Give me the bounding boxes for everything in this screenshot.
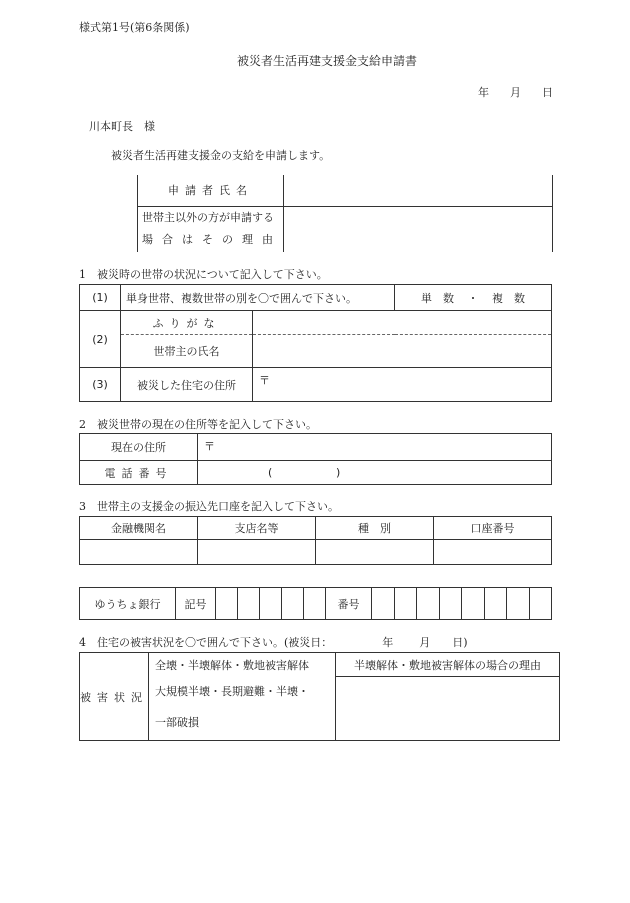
kigo-digit-box[interactable]	[260, 588, 282, 620]
damage-option-line3[interactable]: 一部破損	[155, 716, 199, 729]
damage-status-label: 被害状況	[80, 653, 149, 741]
furigana-field[interactable]	[253, 311, 552, 335]
row3-number: (3)	[80, 368, 121, 402]
postal-mark: 〒	[204, 440, 215, 453]
date-year-label: 年	[478, 86, 489, 99]
damaged-address-field[interactable]	[253, 368, 552, 402]
household-type-choice[interactable]	[395, 285, 552, 311]
request-statement: 被災者生活再建支援金の支給を申請します。	[111, 149, 331, 162]
date-month-label: 月	[510, 86, 521, 99]
bango-digit-box[interactable]	[507, 588, 530, 620]
damage-option-line1[interactable]: 全壊・半壊解体・敷地被害解体	[155, 659, 309, 672]
bank-name-field[interactable]	[80, 540, 198, 565]
branch-header: 支店名等	[198, 517, 316, 540]
furigana-label: ふりがな	[121, 311, 253, 335]
reason-label-line1: 世帯主以外の方が申請する	[142, 211, 274, 225]
bango-digit-box[interactable]	[462, 588, 485, 620]
kigo-digit-box[interactable]	[282, 588, 304, 620]
phone-label: 電話番号	[80, 461, 198, 485]
applicant-table	[137, 175, 553, 252]
row2-number: (2)	[80, 311, 121, 368]
section2-table	[79, 433, 552, 485]
reason-header: 半壊解体・敷地被害解体の場合の理由	[336, 653, 560, 677]
head-name-label: 世帯主の氏名	[121, 335, 253, 368]
row1-number: (1)	[80, 285, 121, 311]
damage-date-day: 日)	[452, 636, 468, 649]
account-type-header: 種 別	[316, 517, 434, 540]
phone-paren-open: (	[268, 466, 273, 479]
damage-reason-field[interactable]	[336, 677, 560, 741]
kigo-digit-box[interactable]	[216, 588, 238, 620]
account-number-header: 口座番号	[434, 517, 552, 540]
section1-heading: 1 被災時の世帯の状況について記入して下さい。	[79, 268, 328, 281]
choice-multiple[interactable]: 複 数	[492, 291, 525, 305]
damage-options[interactable]	[149, 653, 336, 741]
damage-date-year: 年	[382, 636, 394, 649]
bango-digit-box[interactable]	[484, 588, 507, 620]
household-type-question: 単身世帯、複数世帯の別を〇で囲んで下さい。	[121, 285, 395, 311]
section4-heading	[79, 634, 468, 650]
damage-date-month: 月	[419, 636, 431, 649]
date-day-label: 日	[542, 86, 553, 99]
account-number-field[interactable]	[434, 540, 552, 565]
applicant-name-field[interactable]	[284, 175, 553, 206]
bango-digit-box[interactable]	[372, 588, 395, 620]
branch-field[interactable]	[198, 540, 316, 565]
reason-field[interactable]	[284, 206, 553, 252]
bango-digit-box[interactable]	[417, 588, 440, 620]
kigo-digit-box[interactable]	[238, 588, 260, 620]
section1-table	[79, 284, 552, 402]
kigo-label: 記号	[176, 588, 216, 620]
section3-heading: 3 世帯主の支援金の振込先口座を記入して下さい。	[79, 500, 339, 513]
kigo-digit-box[interactable]	[304, 588, 326, 620]
bango-digit-box[interactable]	[439, 588, 462, 620]
bango-digit-box[interactable]	[529, 588, 552, 620]
page-title: 被災者生活再建支援金支給申請書	[237, 54, 418, 68]
addressee: 川本町長 様	[89, 120, 155, 133]
choice-separator: ・	[467, 291, 479, 305]
section2-heading: 2 被災世帯の現在の住所等を記入して下さい。	[79, 418, 317, 431]
damaged-address-label: 被災した住宅の住所	[121, 368, 253, 402]
bank-name-header: 金融機関名	[80, 517, 198, 540]
current-address-field[interactable]	[198, 434, 552, 461]
phone-field[interactable]	[198, 461, 552, 485]
bank-account-table	[79, 516, 552, 565]
damage-status-table	[79, 652, 560, 741]
head-name-field[interactable]	[253, 335, 552, 368]
reason-label	[138, 206, 284, 252]
section4-heading-text: 4 住宅の被害状況を〇で囲んで下さい。(被災日：	[79, 636, 333, 649]
postal-mark: 〒	[259, 374, 270, 387]
bango-digit-box[interactable]	[394, 588, 417, 620]
damage-option-line2[interactable]: 大規模半壊・長期避難・半壊・	[155, 685, 309, 698]
reason-label-line2: 場合はその理由	[142, 233, 282, 247]
bango-label: 番号	[326, 588, 372, 620]
current-address-label: 現在の住所	[80, 434, 198, 461]
applicant-name-label: 申請者氏名	[138, 175, 284, 206]
phone-paren-close: )	[336, 466, 341, 479]
account-type-field[interactable]	[316, 540, 434, 565]
form-number: 様式第1号(第6条関係)	[79, 21, 190, 34]
yucho-bank-label: ゆうちょ銀行	[80, 588, 176, 620]
yucho-table	[79, 587, 552, 620]
choice-single[interactable]: 単 数	[421, 291, 454, 305]
